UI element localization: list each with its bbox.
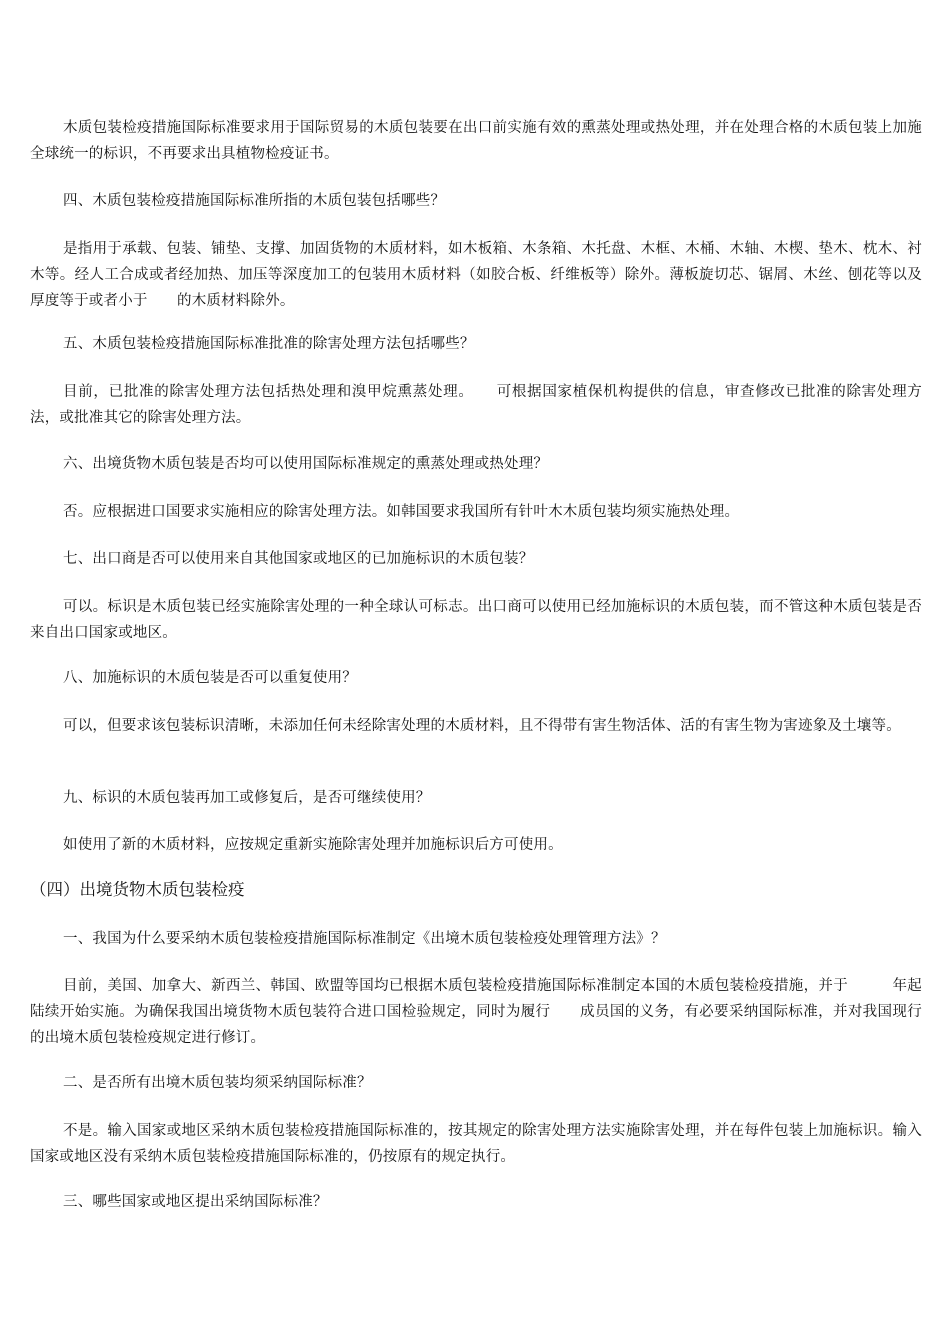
answer-7: 可以。标识是木质包装已经实施除害处理的一种全球认可标志。出口商可以使用已经加施标识的木质包装，而不管这种木质包装是否来自出口国家或地区。	[30, 599, 922, 641]
answer-4: 是指用于承载、包装、铺垫、支撑、加固货物的木质材料，如木板箱、木条箱、木托盘、木框、木桶、木轴、木楔、垫木、枕木、衬木等。经人工合成或者经加热、加压等深度加工的包装用木质材料（如胶合板、纤维板等）除外。薄板旋切芯、锯屑、木丝、刨花等以及厚度等于或者小于 的木质材料除外。	[30, 241, 922, 309]
section-question-2: 二、是否所有出境木质包装均须采纳国际标准？	[63, 1075, 372, 1091]
question-9: 九、标识的木质包装再加工或修复后，是否可继续使用？	[63, 790, 431, 806]
answer-5: 目前，已批准的除害处理方法包括热处理和溴甲烷熏蒸处理。 可根据国家植保机构提供的信息，审查修改已批准的除害处理方法，或批准其它的除害处理方法。	[30, 384, 922, 426]
section-answer-1: 目前，美国、加拿大、新西兰、韩国、欧盟等国均已根据木质包装检疫措施国际标准制定本国的木质包装检疫措施，并于 年起陆续开始实施。为确保我国出境货物木质包装符合进口国检验规定，同时为履行 成员国的义务，有必要采纳国际标准，并对我国现行的出境木质包装检疫规定进行修订。	[30, 978, 922, 1046]
question-6: 六、出境货物木质包装是否均可以使用国际标准规定的熏蒸处理或热处理？	[63, 456, 549, 472]
answer-6: 否。应根据进口国要求实施相应的除害处理方法。如韩国要求我国所有针叶木木质包装均须实施热处理。	[63, 504, 740, 520]
section-question-3: 三、哪些国家或地区提出采纳国际标准？	[63, 1194, 328, 1210]
question-7: 七、出口商是否可以使用来自其他国家或地区的已加施标识的木质包装？	[63, 551, 534, 567]
section-answer-2: 不是。输入国家或地区采纳木质包装检疫措施国际标准的，按其规定的除害处理方法实施除害处理，并在每件包装上加施标识。输入国家或地区没有采纳木质包装检疫措施国际标准的，仍按原有的规定执行。	[30, 1123, 922, 1165]
question-8: 八、加施标识的木质包装是否可以重复使用？	[63, 670, 357, 686]
question-4: 四、木质包装检疫措施国际标准所指的木质包装包括哪些？	[63, 193, 446, 209]
paragraph-standard-requirement: 木质包装检疫措施国际标准要求用于国际贸易的木质包装要在出口前实施有效的熏蒸处理或热处理，并在处理合格的木质包装上加施全球统一的标识，不再要求出具植物检疫证书。	[30, 120, 922, 162]
answer-8: 可以，但要求该包装标识清晰，未添加任何未经除害处理的木质材料，且不得带有害生物活体、活的有害生物为害迹象及土壤等。	[63, 718, 901, 734]
question-5: 五、木质包装检疫措施国际标准批准的除害处理方法包括哪些？	[63, 336, 475, 352]
section-question-1: 一、我国为什么要采纳木质包装检疫措施国际标准制定《出境木质包装检疫处理管理方法》？	[63, 931, 666, 947]
section-heading: （四）出境货物木质包装检疫	[30, 880, 245, 899]
answer-9: 如使用了新的木质材料，应按规定重新实施除害处理并加施标识后方可使用。	[63, 837, 563, 853]
